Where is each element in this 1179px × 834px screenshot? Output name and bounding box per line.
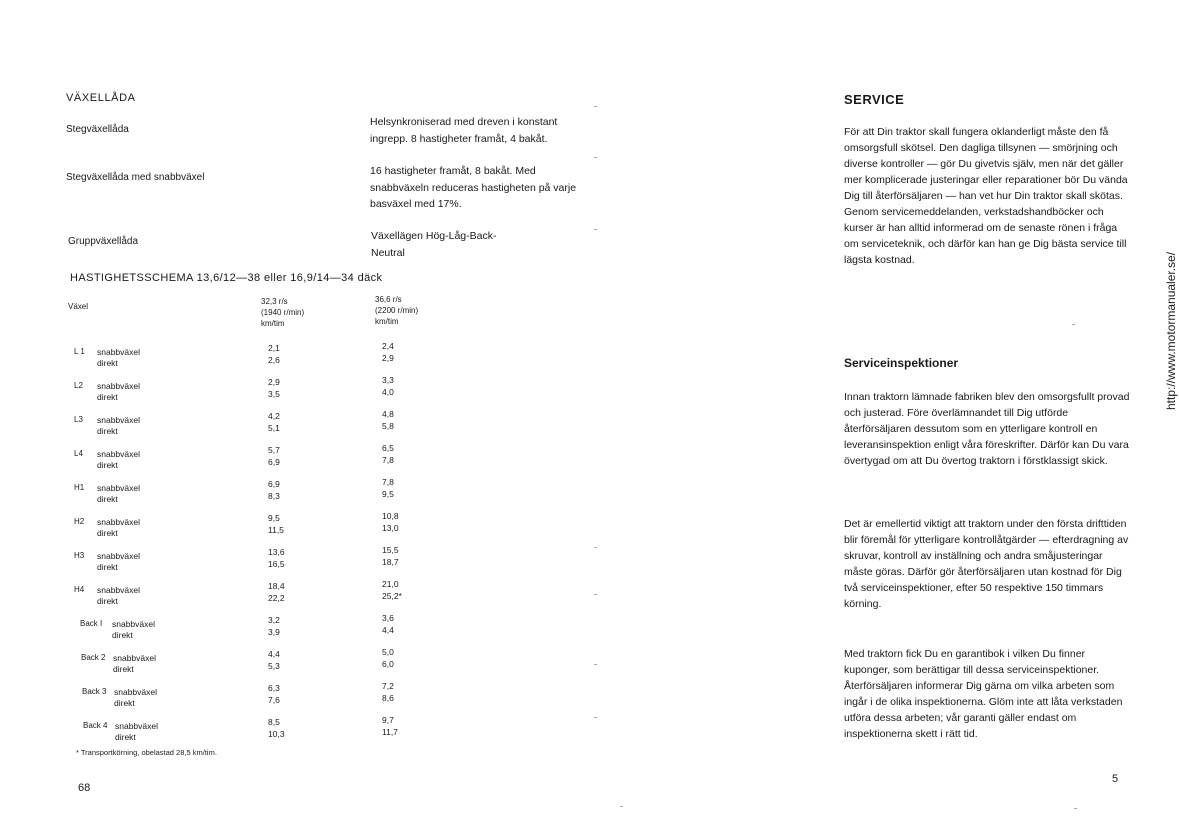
speed-value-2200: 5,0 6,0 [382,647,394,669]
gear-label: L 1 [74,347,85,356]
gear-label: H2 [74,517,85,526]
gear-mode: snabbväxel direkt [97,551,141,572]
col-header-2200: 36,6 r/s (2200 r/min) km/tim [375,295,419,326]
speed-value-2200: 4,8 5,8 [382,409,394,431]
speed-schedule-title: HASTIGHETSSCHEMA 13,6/12—38 eller 16,9/14—34 däck [70,272,383,284]
speed-value-2200: 15,5 18,7 [382,545,399,567]
spec-text-gruppvaxellada: Växellägen Hög-Låg-Back-Neutral [371,230,497,259]
speed-value-1940: 4,2 5,1 [268,411,280,433]
service-intro: För att Din traktor skall fungera oklanderligt måste den få omsorgsfull skötsel. Den dagliga tillsynen — smörjning och diverse kontroller — gör Du givetvis själv, men när det gäller mer komplicerade justeringar eller reparationer bör Du vända Dig till återförsäljaren — han vet hur Din traktor skall skötas. Genom servicemeddelanden, verkstadshandböcker och kurser är han alltid informerad om de senaste rönen i fråga om serviceteknik, och därför kan han ge Dig bästa service till lägsta kostnad. [844,126,1128,266]
speed-value-1940: 13,6 16,5 [268,547,285,569]
gear-label: L2 [74,381,83,390]
gear-label: H3 [74,551,85,560]
gear-label: Back 3 [82,687,107,696]
page-number-right: 5 [1112,773,1119,785]
gear-mode: snabbväxel direkt [97,347,141,368]
inspections-paragraph-1: Innan traktorn lämnade fabriken blev den omsorgsfullt provad och justerad. Före överlämnandet till Dig utförde återförsäljaren dessutom som en ytterligare kontroll en leveransinspektion enligt våra föreskrifter. Därför kan Du vara övertygad om att Du övertog traktorn i förstklassigt skick. [844,391,1130,467]
speed-value-1940: 18,4 22,2 [268,581,285,603]
gear-mode: snabbväxel direkt [97,483,141,504]
col-header-gear: Växel [68,302,89,311]
inspections-paragraph-2: Det är emellertid viktigt att traktorn under den första drifttiden blir föremål för ytterligare kontrollåtgärder — efterdragning av skruvar, kontroll av inställning och andra småjusteringar måste göras. Därför gör återförsäljaren utan kostnad för Dig två serviceinspektioner, efter 50 respektive 150 timmars körning. [844,518,1129,610]
service-heading: SERVICE [844,92,905,107]
speed-value-1940: 5,7 6,9 [268,445,280,467]
speed-value-1940: 2,1 2,6 [268,343,280,365]
speed-value-1940: 6,3 7,6 [268,683,280,705]
gear-mode: snabbväxel direkt [112,619,156,640]
gear-mode: snabbväxel direkt [97,381,141,402]
speed-value-1940: 3,2 3,9 [268,615,280,637]
speed-value-2200: 3,3 4,0 [382,375,394,397]
speed-value-1940: 2,9 3,5 [268,377,280,399]
gear-label: H1 [74,483,85,492]
service-inspections-heading: Serviceinspektioner [844,356,959,370]
gear-mode: snabbväxel direkt [97,415,141,436]
gear-label: H4 [74,585,85,594]
spec-label-snabbvaxel: Stegväxellåda med snabbväxel [66,172,205,183]
page-number-left: 68 [78,782,91,794]
gear-label: L3 [74,415,83,424]
speed-value-1940: 9,5 11,5 [268,513,284,535]
speed-value-2200: 10,8 13,0 [382,511,399,533]
speed-value-2200: 6,5 7,8 [382,443,394,465]
gear-mode: snabbväxel direkt [97,585,141,606]
speed-value-1940: 6,9 8,3 [268,479,280,501]
gear-mode: snabbväxel direkt [114,687,158,708]
gear-label: L4 [74,449,83,458]
gear-mode: snabbväxel direkt [115,721,159,742]
gear-label: Back 2 [81,653,106,662]
speed-value-2200: 7,8 9,5 [382,477,394,499]
right-page: SERVICE För att Din traktor skall fungera oklanderligt måste den få omsorgsfull skötsel. Den dagliga tillsynen — smörjning och diverse kontroller — gör Du givetvis själv, men när det gäller mer komplicerade justeringar eller reparationer bör Du vända Dig till återförsäljaren — han vet hur Din traktor skall skötas. Genom servicemeddelanden, verkstadshandböcker och kurser är han alltid informerad om de senaste rönen i fråga om serviceteknik, och därför kan han ge Dig bästa service till lägsta kostnad. Serviceinspektioner Innan traktorn lämnade fabriken blev den omsorgsfullt provad och justerad. Före överlämnandet till Dig utförde återförsäljaren dessutom som en ytterligare kontroll en leveransinspektion enligt våra föreskrifter. Därför kan Du vara övertygad om att Du övertog traktorn i förstklassigt skick. Det är emellertid viktigt att traktorn under den första drifttiden blir föremål för ytterligare kontrollåtgärder — efterdragning av skruvar, kontroll av inställning och andra småjusteringar måste göras. Därför gör återförsäljaren utan kostnad för Dig två serviceinspektioner, efter 50 respektive 150 timmars körning. Med traktorn fick Du en garantibok i vilken Du finner kuponger, som berättigar till dessa serviceinspektioner. Återförsäljaren informerar Dig gärna om vilka arbeten som ingår i de olika inspektionerna. Glöm inte att låta verkstaden utföra dessa arbeten; vår garanti gäller endast om inspektionerna skett i rätt tid. 5 http://www.motormanualer.se/ [600,0,1179,834]
spec-text-stegvaxellada: Helsynkroniserad med dreven i konstant ingrepp. 8 hastigheter framåt, 4 bakåt. [370,116,558,145]
speed-value-1940: 4,4 5,3 [268,649,280,671]
speed-value-1940: 8,5 10,3 [268,717,285,739]
speed-value-2200: 9,7 11,7 [382,715,398,737]
spec-label-stegvaxellada: Stegväxellåda [66,124,129,135]
gear-label: Back 4 [83,721,108,730]
gear-label: Back I [80,619,103,628]
gear-mode: snabbväxel direkt [97,449,141,470]
gearbox-heading: VÄXELLÅDA [66,92,136,104]
spec-text-snabbvaxel: 16 hastigheter framåt, 8 bakåt. Med snabbväxeln reduceras hastigheten på varje basväxel med 17%. [370,165,577,210]
speed-value-2200: 21,0 25,2* [382,579,402,601]
gear-mode: snabbväxel direkt [97,517,141,538]
inspections-paragraph-3: Med traktorn fick Du en garantibok i vilken Du finner kuponger, som berättigar till dessa serviceinspektioner. Återförsäljaren informerar Dig gärna om vilka arbeten som ingår i de olika inspektionerna. Glöm inte att låta verkstaden utföra dessa arbeten; vår garanti gäller endast om inspektionerna skett i rätt tid. [844,648,1123,740]
spec-label-gruppvaxellada: Gruppväxellåda [68,236,139,247]
speed-value-2200: 2,4 2,9 [382,341,394,363]
gear-mode: snabbväxel direkt [113,653,157,674]
speed-value-2200: 3,6 4,4 [382,613,394,635]
col-header-1940: 32,3 r/s (1940 r/min) km/tim [261,297,305,328]
speed-value-2200: 7,2 8,6 [382,681,394,703]
footnote: * Transportkörning, obelastad 28,5 km/tim. [76,748,217,757]
